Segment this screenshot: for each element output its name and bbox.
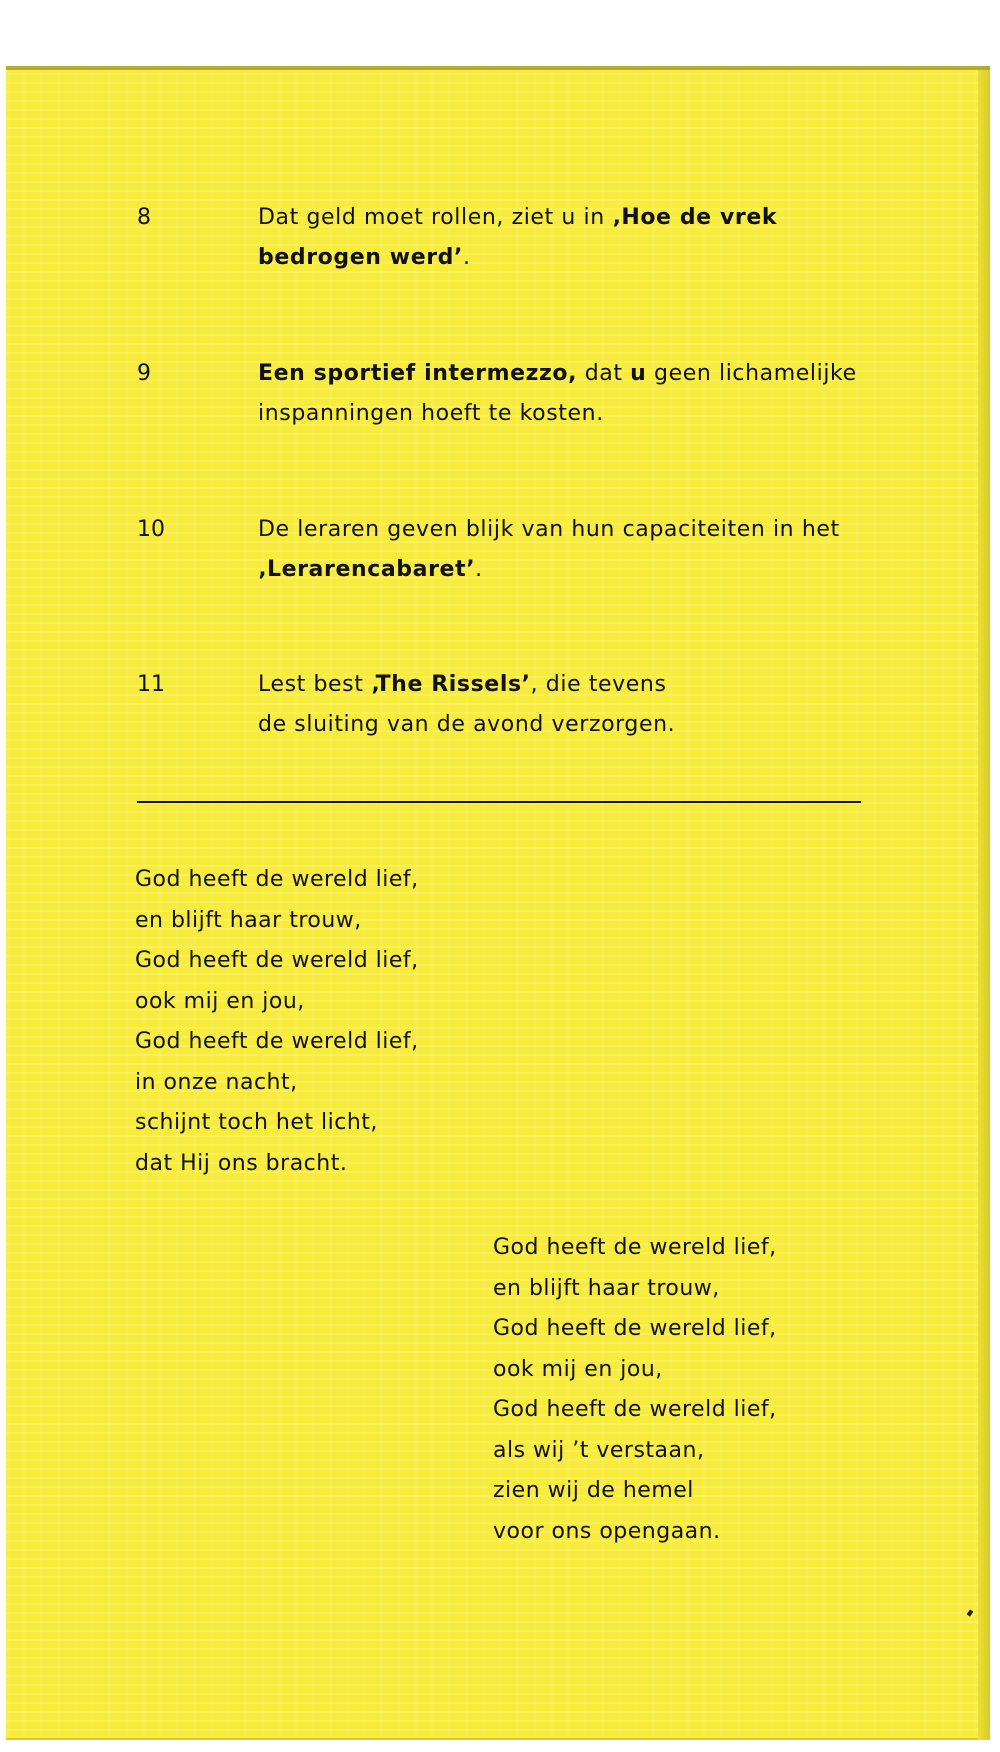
verse-line: en blijft haar trouw, [135, 907, 362, 933]
paper-right-fold [978, 70, 990, 1740]
verse-line: God heeft de wereld lief, [493, 1235, 777, 1260]
item-text-plain: inspanningen hoeft te kosten. [258, 401, 604, 426]
item-number: 10 [137, 517, 165, 542]
song-verse-1 [135, 860, 419, 1184]
verse-line: en blijft haar trouw, [493, 1275, 720, 1301]
item-description [258, 510, 858, 590]
item-text-plain: Lest best [258, 672, 372, 697]
verse-line: voor ons opengaan. [493, 1518, 721, 1544]
song-verse-2 [493, 1228, 777, 1552]
item-title-bold: ‚The Rissels’ [371, 672, 531, 697]
item-text-plain: de sluiting van de avond verzorgen. [258, 712, 676, 737]
section-divider [137, 801, 861, 803]
item-description [258, 198, 858, 278]
item-text-plain: geen lichamelijke [646, 361, 857, 386]
item-number: 8 [137, 205, 151, 230]
verse-line: God heeft de wereld lief, [493, 1397, 777, 1422]
item-text-plain: , die tevens [530, 672, 667, 697]
verse-line: God heeft de wereld lief, [135, 867, 419, 892]
item-title-bold: ‚Hoe de vrek [612, 205, 778, 230]
verse-line: God heeft de wereld lief, [135, 1029, 419, 1054]
item-text-plain: . [462, 245, 471, 270]
item-title-bold: Een sportief intermezzo, [258, 361, 578, 386]
verse-line: dat Hij ons bracht. [135, 1150, 348, 1176]
item-text-plain: dat [577, 361, 631, 386]
item-text-plain: . [475, 557, 483, 582]
verse-line: in onze nacht, [135, 1069, 298, 1095]
verse-line: ook mij en jou, [493, 1356, 663, 1382]
verse-line: ook mij en jou, [135, 988, 305, 1014]
item-description [258, 354, 858, 434]
item-number: 11 [137, 672, 165, 697]
verse-line: als wij ’t verstaan, [493, 1437, 705, 1463]
verse-line: God heeft de wereld lief, [135, 948, 419, 973]
item-description [258, 665, 858, 745]
item-number: 9 [137, 361, 151, 386]
item-emphasis-bold: u [630, 361, 647, 386]
verse-line: schijnt toch het licht, [135, 1110, 378, 1135]
item-title-bold: ‚Lerarencabaret’ [258, 557, 476, 582]
verse-line: God heeft de wereld lief, [493, 1316, 777, 1341]
verse-line: zien wij de hemel [493, 1478, 694, 1503]
item-text-plain: Dat geld moet rollen, ziet u in [258, 205, 613, 230]
item-title-bold-cont: bedrogen werd’ [258, 245, 463, 270]
item-text-plain: De leraren geven blijk van hun capaciteiten in het [258, 517, 840, 542]
